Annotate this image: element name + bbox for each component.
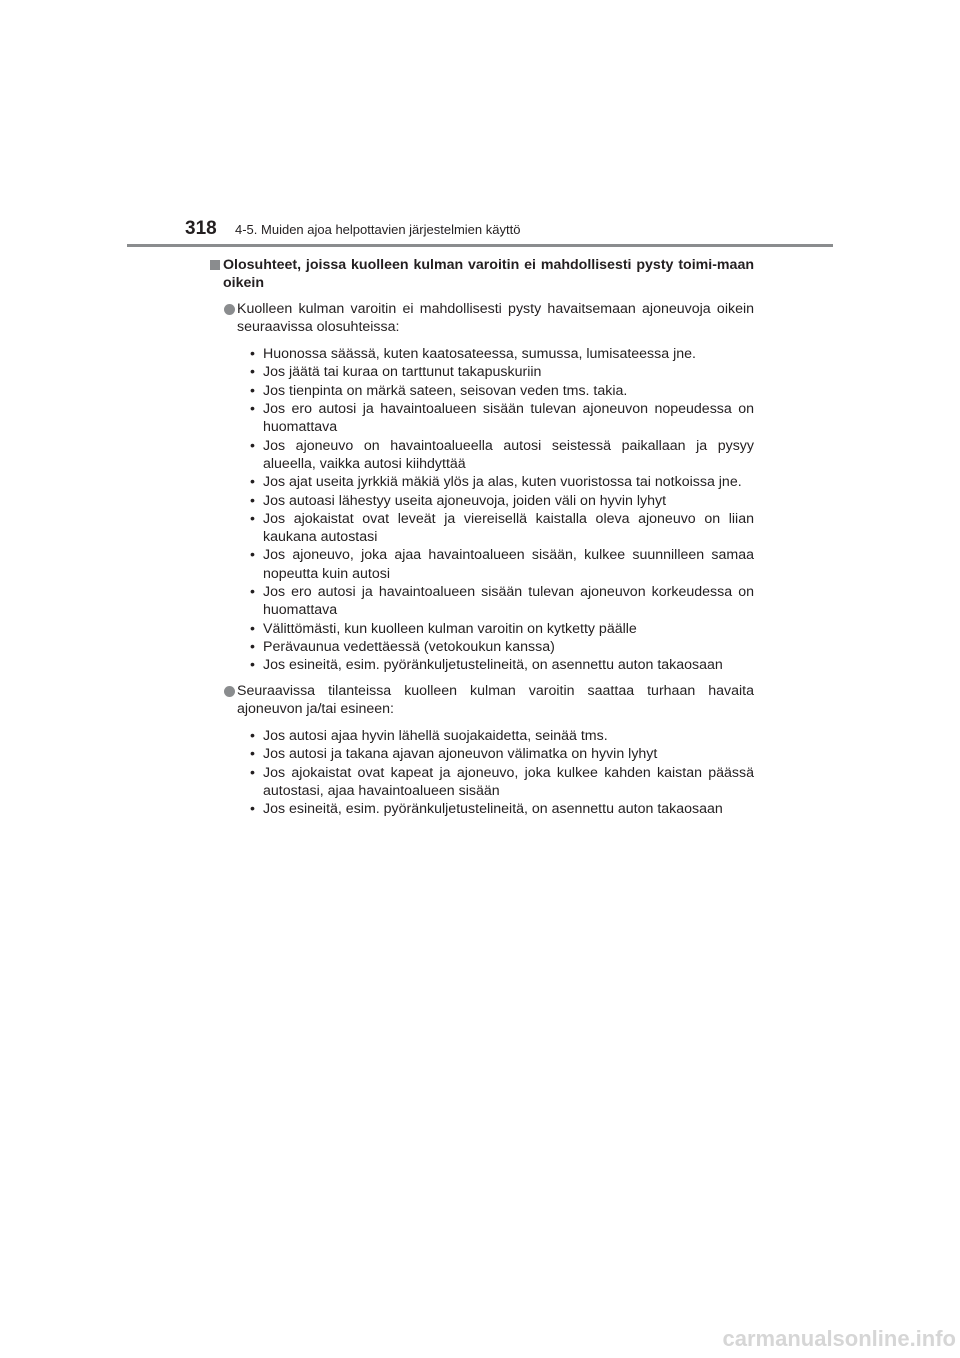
list-item: • Jos ajokaistat ovat leveät ja viereisellä kaistalla oleva ajoneuvo on liian kaukana autostasi <box>250 510 754 546</box>
list-item: • Jos ero autosi ja havaintoalueen sisään tulevan ajoneuvon nopeudessa on huomattava <box>250 401 754 436</box>
list-item: • Perävaunua vedettäessä (vetokoukun kanssa) <box>250 638 555 655</box>
section-heading-text: Olosuhteet, joissa kuolleen kulman varoitin ei mahdollisesti pysty toimi-maan oikein <box>223 257 754 292</box>
bullet-dot-icon: • <box>250 547 255 564</box>
watermark-link[interactable]: carmanualsonline.info <box>722 1326 956 1351</box>
list-item: • Jos ajoneuvo on havaintoalueella autosi seistessä paikallaan ja pysyy alueella, vaikka autosi kiihdyttää <box>250 437 754 472</box>
circle-bullet-icon <box>224 304 235 315</box>
chapter-title: 4-5. Muiden ajoa helpottavien järjestelmien käyttö <box>235 222 521 237</box>
page-number: 318 <box>185 218 217 239</box>
bullet-dot-icon: • <box>250 492 255 509</box>
list-item: • Huonossa säässä, kuten kaatosateessa, sumussa, lumisateessa jne. <box>250 346 696 363</box>
bullet-dot-icon: • <box>250 401 255 418</box>
condition-group-2 <box>209 682 754 719</box>
bullet-dot-icon: • <box>250 764 255 781</box>
circle-bullet-icon <box>224 686 235 697</box>
list-item: • Jos esineitä, esim. pyöränkuljetustelineitä, on asennettu auton takaosaan <box>250 801 723 818</box>
condition-list-2 <box>209 727 754 818</box>
bullet-dot-icon: • <box>250 728 255 745</box>
condition-group-intro: Seuraavissa tilanteissa kuolleen kulman varoitin saattaa turhaan havaita ajoneuvon ja/tai esineen: <box>237 682 754 717</box>
list-item: • Jos jäätä tai kuraa on tarttunut takapuskuriin <box>250 364 542 381</box>
bullet-dot-icon: • <box>250 510 255 527</box>
bullet-dot-icon: • <box>250 746 255 763</box>
bullet-dot-icon: • <box>250 364 255 381</box>
list-item: • Jos autosi ajaa hyvin lähellä suojakaidetta, seinää tms. <box>250 728 608 745</box>
bullet-dot-icon: • <box>250 382 255 399</box>
list-item: • Jos ajoneuvo, joka ajaa havaintoalueen sisään, kulkee suunnilleen samaa nopeutta kuin autosi <box>250 547 754 582</box>
bullet-dot-icon: • <box>250 657 255 674</box>
list-item: • Jos ajat useita jyrkkiä mäkiä ylös ja alas, kuten vuoristossa tai notkoissa jne. <box>250 474 742 491</box>
list-item: • Välittömästi, kun kuolleen kulman varoitin on kytketty päälle <box>250 620 637 637</box>
condition-group-1 <box>209 300 754 337</box>
bullet-dot-icon: • <box>250 584 255 601</box>
condition-group-intro: Kuolleen kulman varoitin ei mahdollisesti pysty havaitsemaan ajoneuvoja oikein seuraavissa olosuhteissa: <box>237 300 754 335</box>
section-heading <box>209 256 754 293</box>
list-item: • Jos esineitä, esim. pyöränkuljetustelineitä, on asennettu auton takaosaan <box>250 657 723 674</box>
list-item: • Jos tienpinta on märkä sateen, seisovan veden tms. takia. <box>250 382 628 399</box>
header-rule <box>127 244 833 247</box>
condition-list-1 <box>209 345 754 674</box>
list-item: • Jos ero autosi ja havaintoalueen sisään tulevan ajoneuvon korkeudessa on huomattava <box>250 584 754 619</box>
bullet-dot-icon: • <box>250 474 255 491</box>
bullet-dot-icon: • <box>250 437 255 454</box>
bullet-dot-icon: • <box>250 346 255 363</box>
main-content <box>209 256 754 826</box>
list-item: • Jos autosi ja takana ajavan ajoneuvon välimatka on hyvin lyhyt <box>250 746 658 763</box>
bullet-dot-icon: • <box>250 638 255 655</box>
bullet-dot-icon: • <box>250 620 255 637</box>
list-item: • Jos ajokaistat ovat kapeat ja ajoneuvo, joka kulkee kahden kaistan päässä autostasi, ajaa havaintoalueen sisään <box>250 764 754 800</box>
square-bullet-icon <box>210 260 220 270</box>
list-item: • Jos autoasi lähestyy useita ajoneuvoja, joiden väli on hyvin lyhyt <box>250 492 667 509</box>
bullet-dot-icon: • <box>250 801 255 818</box>
